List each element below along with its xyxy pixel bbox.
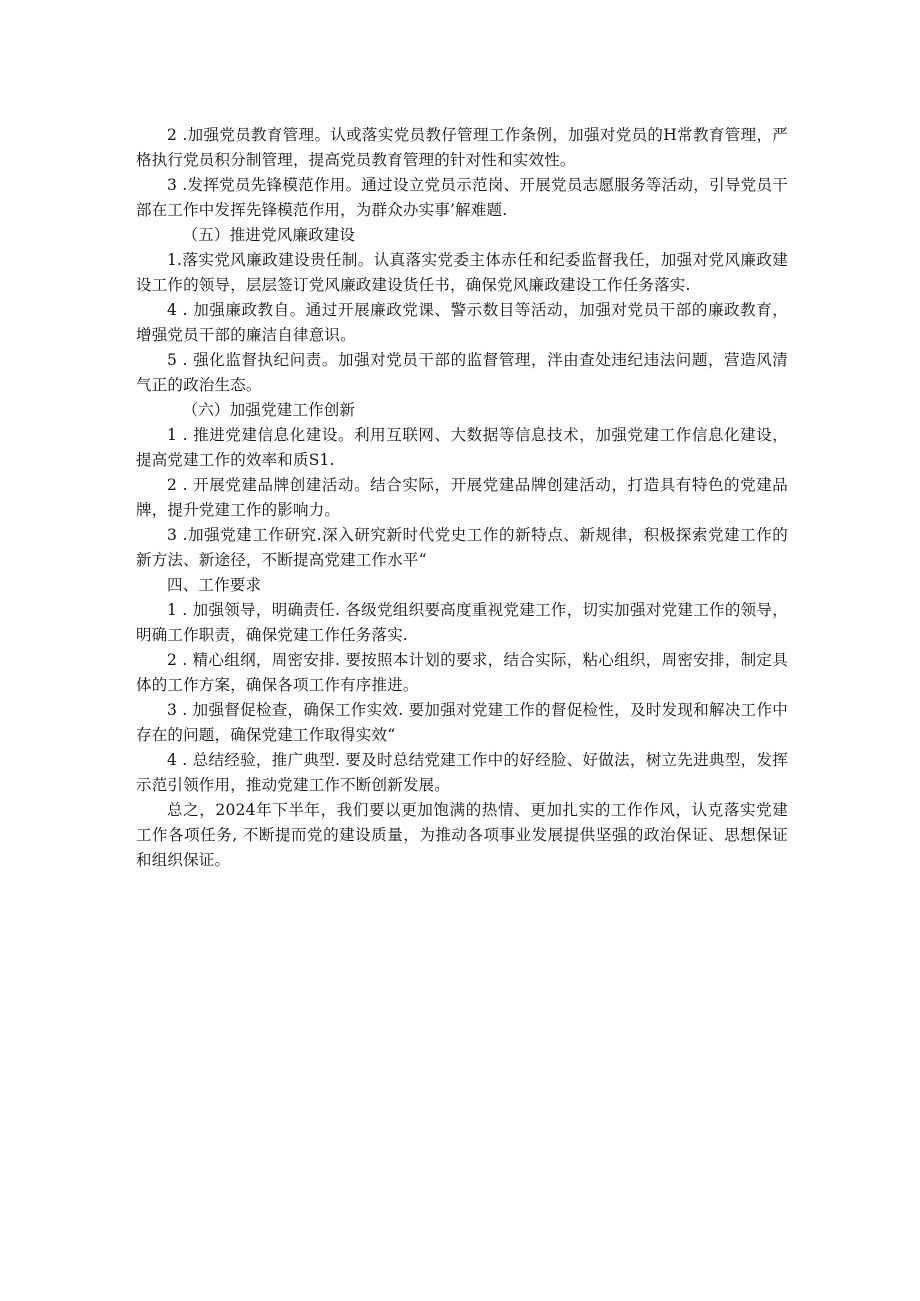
conclusion-paragraph: 总之，2024年下半年，我们要以更加饱满的热情、更加扎实的工作作风，认克落实党建工作各项任务, 不断提而党的建设质量，为推动各项事业发展提供坚强的政治保证、思想保证和组织保证。: [136, 801, 788, 869]
document-body: [136, 123, 788, 873]
paragraph-item: 4 . 总结经验，推广典型. 要及时总结党建工作中的好经脸、好做法，树立先进典型，发挥示范引领作用，推动党建工作不断创新发展。: [136, 751, 788, 794]
paragraph-item: 4 . 加强廉政教自。通过开展廉政党课、警示数目等活动，加强对党员干部的廉政教育，增强党员干部的廉洁自律意识。: [136, 301, 788, 344]
subsection-heading: （五）推进党风廉政建设: [182, 226, 356, 244]
paragraph-item: 3 . 加强督促检查，确保工作实效. 要加强对党建工作的督促检性，及时发现和解决工作中存在的问题，确保党建工作取得实效“: [136, 701, 788, 744]
paragraph-item: 3 .加强党建工作研究.深入研究新时代党史工作的新特点、新规律，积极探索党建工作的新方法、新途径，不断提高党建工作水平“: [136, 526, 788, 569]
paragraph-item: 5 . 强化监督执纪问责。加强对党员干部的监督管理，泮由查处违纪违法问题，营造风清气正的政治生态。: [136, 351, 788, 394]
paragraph-item: 1 . 加强领导，明确责任. 各级党组织要高度重视党建工作，切实加强对党建工作的领导，明确工作职责，确保党建工作任务落实.: [136, 601, 788, 644]
subsection-heading: （六）加强党建工作创新: [182, 401, 356, 419]
paragraph-item: 2 .加强党员教育管理。认或落实党员教仔管理工作条例，加强对党员的H常教育管理，严格执行党员积分制管理，提高党员教育管理的针对性和实效性。: [136, 126, 788, 169]
paragraph-item: 2 . 精心组纲，周密安排. 要按照本计划的要求，结合实际，粘心组织，周密安排，制定具体的工作方案，确保各项工作有序推进。: [136, 651, 788, 694]
section-heading: 四、工作要求: [167, 576, 262, 594]
paragraph-item: 3 .发挥党员先锋模范作用。通过设立党员示范岗、开展党员志愿服务等活动，引导党员干部在工作中发挥先锋模范作用，为群众办实事’解难题.: [136, 176, 788, 219]
paragraph-item: 2 . 开展党建品牌创建活动。结合实际，开展党建品牌创建活动，打造具有特色的党建品牌，提升党建工作的影响力。: [136, 476, 788, 519]
paragraph-item: 1 . 推进党建信息化建设。利用互联网、大数据等信息技术，加强党建工作信息化建设，提高党建工作的效率和质S1.: [136, 426, 788, 469]
paragraph-item: 1.落实党风廉政建设贵任制。认真落实党委主体赤任和纪委监督我任，加强对党风廉政建设工作的领导，层层签订党风廉政建设货任书，确保党风廉政建设工作任务落实.: [136, 251, 788, 294]
